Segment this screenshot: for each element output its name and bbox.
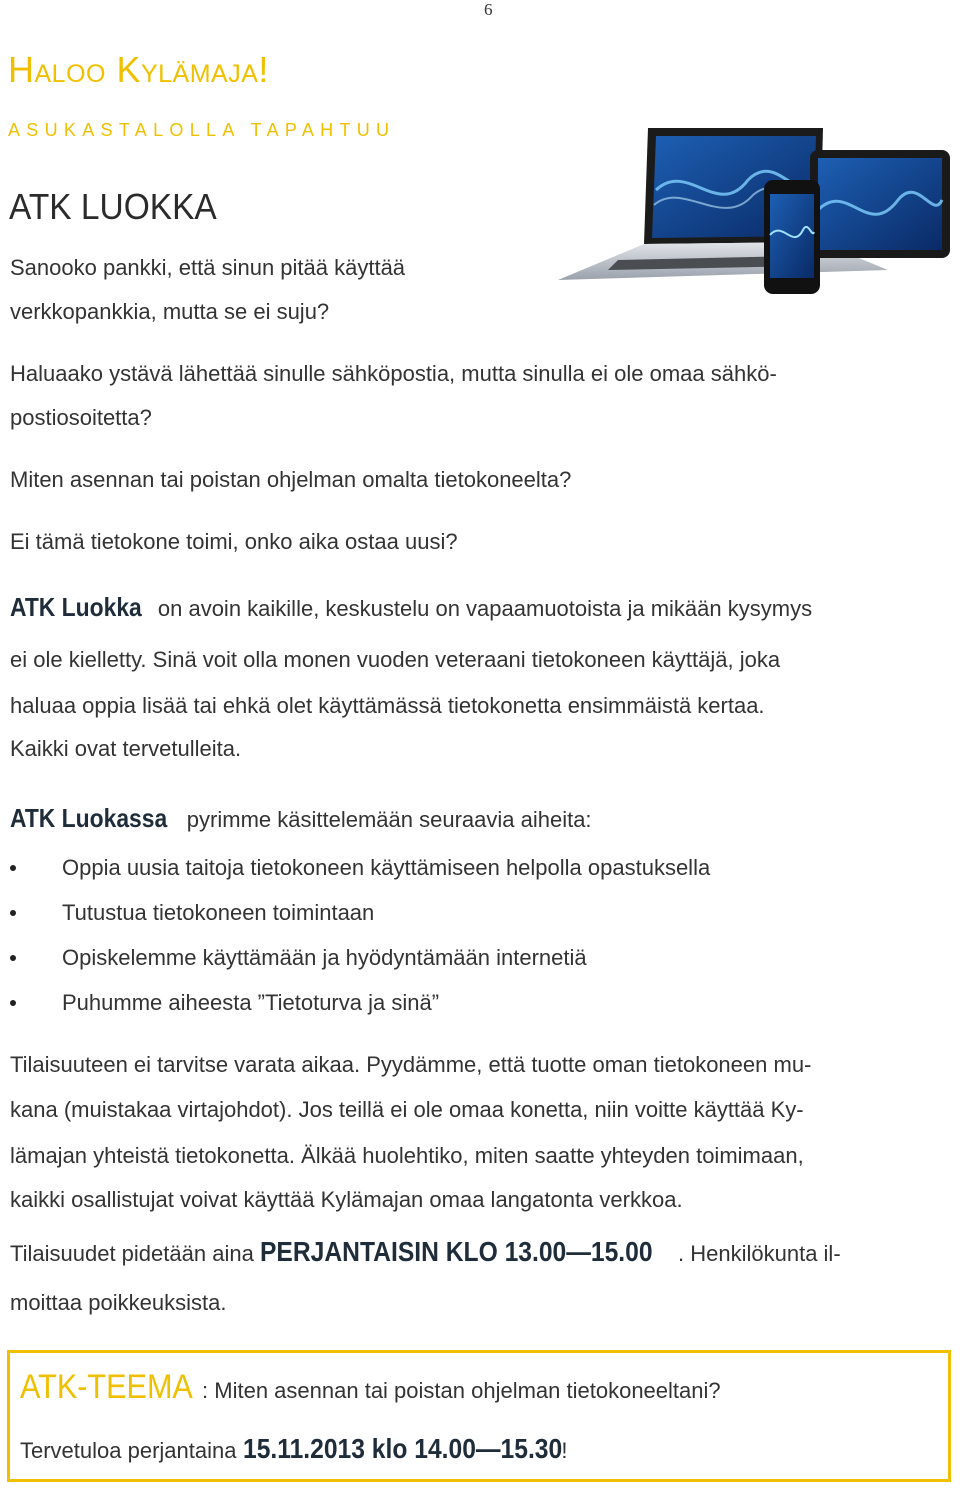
schedule-line: moittaa poikkeuksista. xyxy=(10,1290,227,1315)
theme-box xyxy=(7,1350,951,1482)
event-date: 15.11.2013 klo 14.00—15.30 xyxy=(242,1433,562,1464)
intro-line: haluaa oppia lisää tai ehkä olet käyttämässä tietokonetta ensimmäistä kertaa. xyxy=(10,693,765,718)
page-subtitle: ASUKASTALOLLA TAPAHTUU xyxy=(8,120,396,140)
schedule-line: Tilaisuudet pidetään aina PERJANTAISIN KLO 13.00—15.00 . Henkilökunta il- xyxy=(10,1230,841,1276)
info-line: Tilaisuuteen ei tarvitse varata aikaa. Pyydämme, että tuotte oman tietokoneen mu- xyxy=(10,1052,812,1077)
list-item: Oppia uusia taitoja tietokoneen käyttämiseen helpolla opastuksella xyxy=(0,845,710,890)
intro-line: ei ole kielletty. Sinä voit olla monen vuoden veteraani tietokoneen käyttäjä, joka xyxy=(10,647,781,672)
info-line: kaikki osallistujat voivat käyttää Kylämajan omaa langatonta verkkoa. xyxy=(10,1187,683,1212)
bullet-icon xyxy=(10,910,16,916)
question-line: verkkopankkia, mutta se ei suju? xyxy=(10,299,330,324)
bullet-icon xyxy=(10,955,16,961)
list-item: Opiskelemme käyttämään ja hyödyntämään internetiä xyxy=(0,935,710,980)
list-item: Tutustua tietokoneen toimintaan xyxy=(0,890,710,935)
question-line: Haluaako ystävä lähettää sinulle sähköpostia, mutta sinulla ei ole omaa sähkö- xyxy=(10,361,777,386)
info-line: kana (muistakaa virtajohdot). Jos teillä ei ole omaa konetta, niin voitte käyttää Ky- xyxy=(10,1097,804,1122)
theme-label: ATK-TEEMA xyxy=(20,1368,193,1406)
question-line: Miten asennan tai poistan ohjelman omalta tietokoneelta? xyxy=(10,467,572,492)
topics-lead: ATK Luokassa xyxy=(10,803,168,833)
question-line: Sanooko pankki, että sinun pitää käyttää xyxy=(10,255,406,280)
intro-line: Kaikki ovat tervetulleita. xyxy=(10,736,242,761)
page-title: Haloo Kylämaja! xyxy=(8,49,269,90)
devices-illustration-icon xyxy=(548,120,960,350)
section-title: ATK LUOKKA xyxy=(9,186,217,227)
page-number: 6 xyxy=(484,0,493,19)
bullet-icon xyxy=(10,865,16,871)
info-line: lämajan yhteistä tietokonetta. Älkää huolehtiko, miten saatte yhteyden toimimaan, xyxy=(10,1143,804,1168)
intro-line xyxy=(10,585,812,631)
schedule-highlight: PERJANTAISIN KLO 13.00—15.00 xyxy=(259,1236,653,1267)
question-line: Ei tämä tietokone toimi, onko aika ostaa uusi? xyxy=(10,529,458,554)
theme-line xyxy=(20,1365,721,1413)
intro-text: on avoin kaikille, keskustelu on vapaamuotoista ja mikään kysymys xyxy=(151,596,813,621)
topics-list xyxy=(0,845,710,1025)
intro-lead: ATK Luokka xyxy=(10,592,142,622)
topics-intro xyxy=(10,796,592,842)
bullet-icon xyxy=(10,1000,16,1006)
topics-intro-text: pyrimme käsittelemään seuraavia aiheita: xyxy=(180,807,592,832)
question-line: postiosoitetta? xyxy=(10,405,152,430)
theme-topic: : Miten asennan tai poistan ohjelman tietokoneeltani? xyxy=(202,1378,721,1403)
welcome-line: Tervetuloa perjantaina 15.11.2013 klo 14.00—15.30! xyxy=(20,1427,567,1473)
list-item: Puhumme aiheesta ”Tietoturva ja sinä” xyxy=(0,980,710,1025)
